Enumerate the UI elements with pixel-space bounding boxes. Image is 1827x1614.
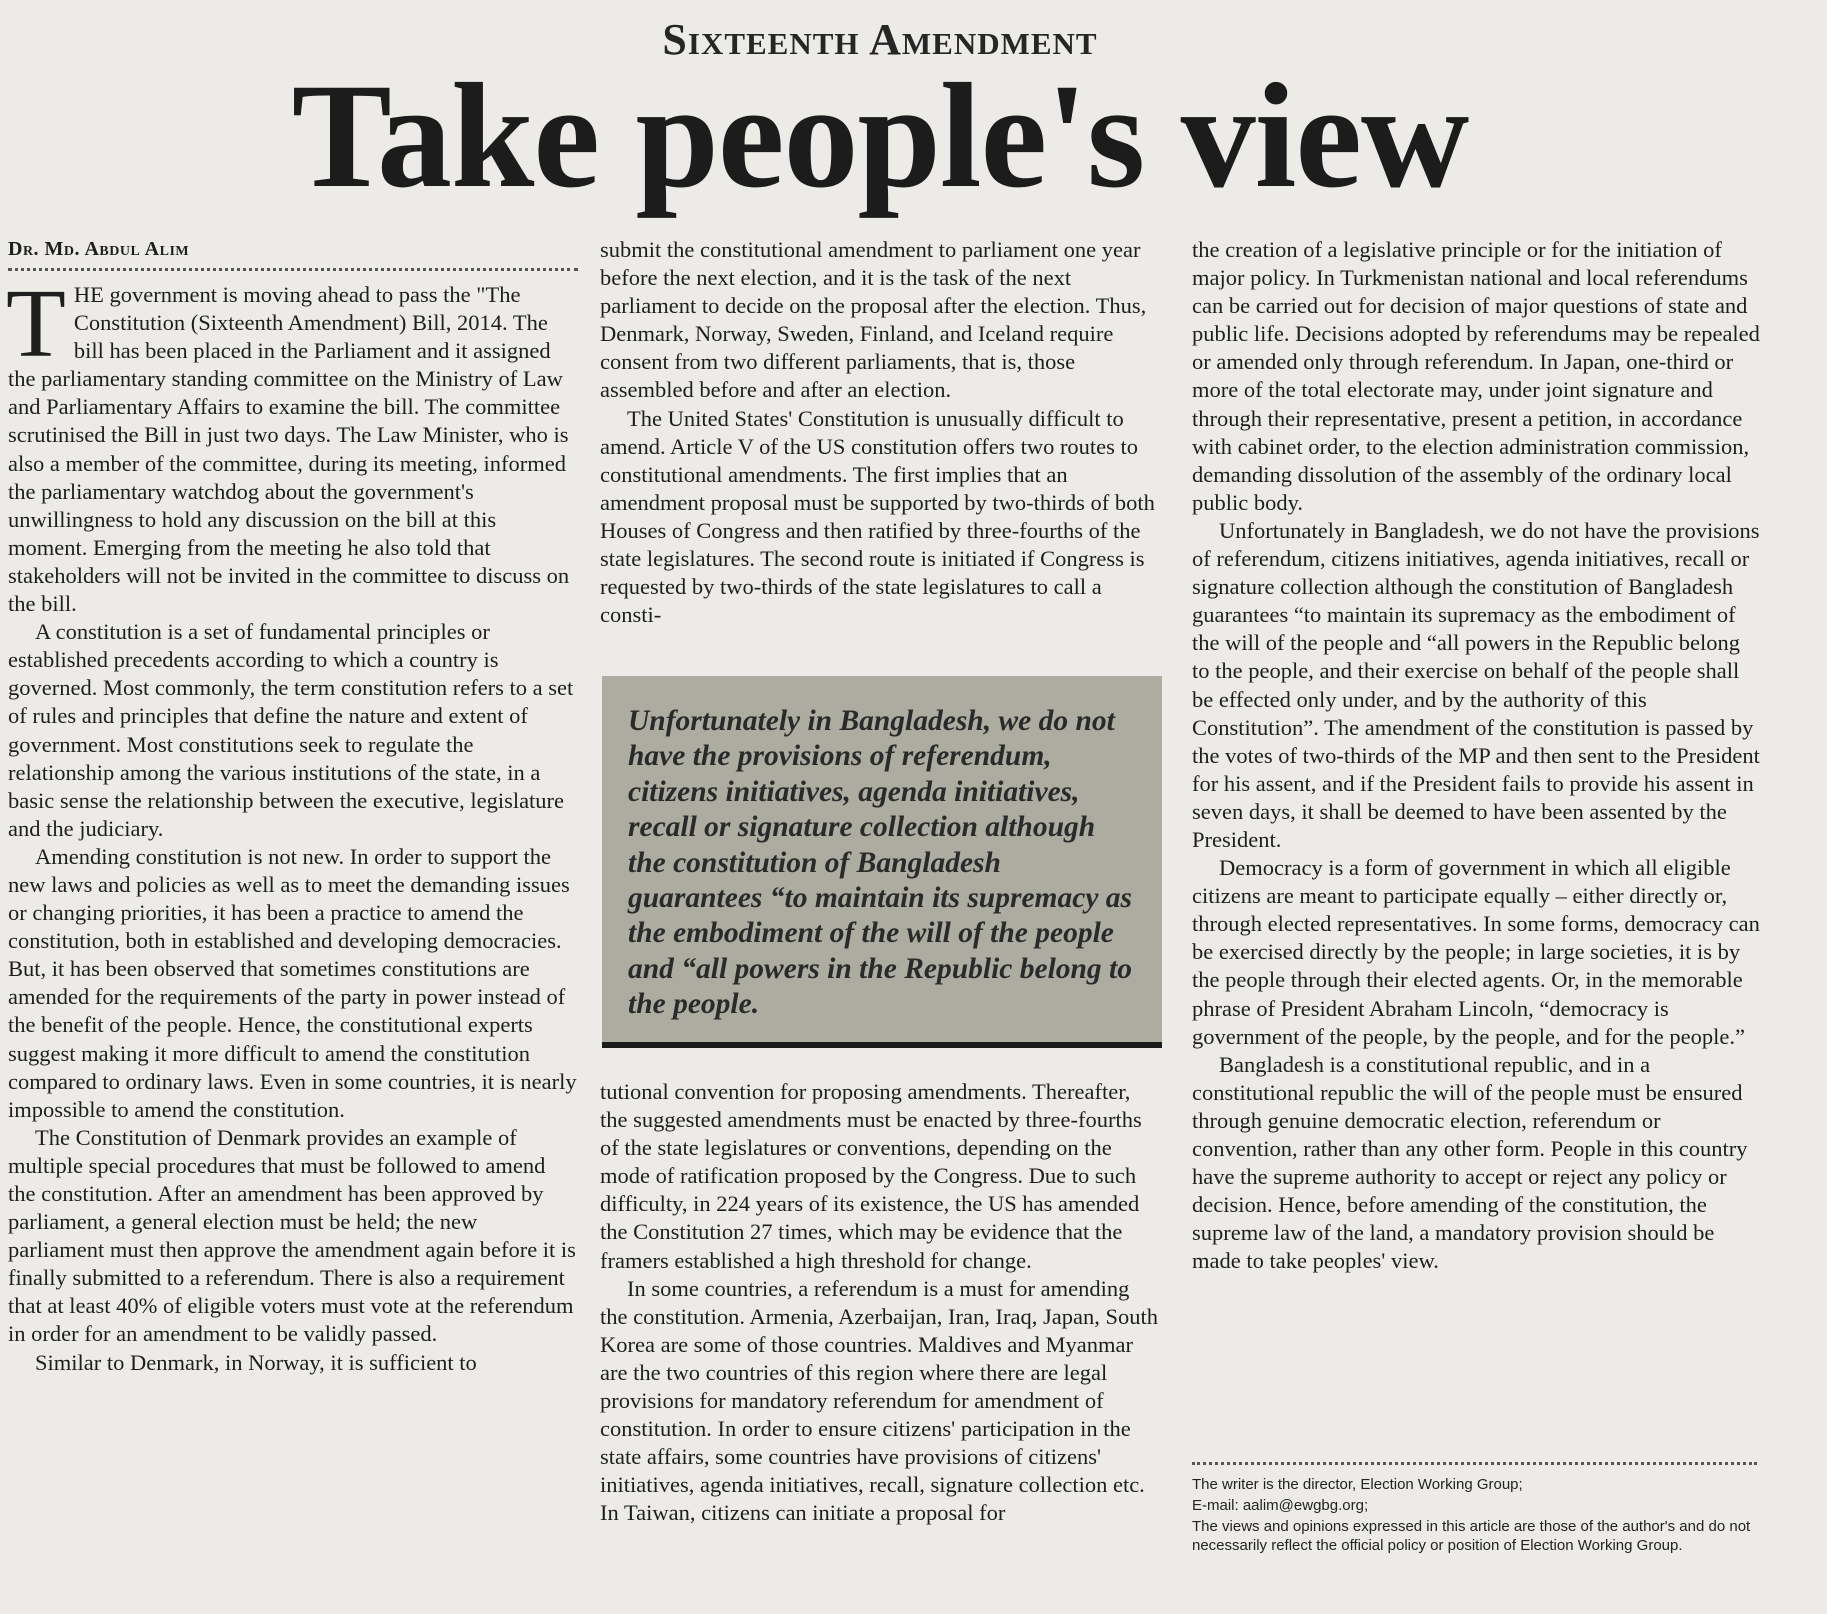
column-2-continued xyxy=(600,1078,1160,1528)
drop-cap: T xyxy=(6,270,66,378)
paragraph: the creation of a legislative principle or for the initiation of major policy. In Turkmenistan national and local referendums can be carried out for decision of major questions of state and public life. Decisions adopted by referendums may be repealed or amended only through referendum. In Japan, one-third or more of the total electorate may, under joint signature and through their representative, present a petition, in accordance with cabinet order, to the election administration commission, demanding dissolution of the assembly of the ordinary local public body. xyxy=(1192,237,1760,515)
author-footer xyxy=(1192,1462,1757,1557)
footer-divider xyxy=(1192,1462,1757,1465)
lead-paragraph xyxy=(6,270,578,618)
paragraph-text: HE government is moving ahead to pass the "The Constitution (Sixteenth Amendment) Bill, 2014. The bill has been placed in the Parliament and it assigned the parliamentary standing committee on the Ministry of Law and Parliamentary Affairs to examine the bill. The committee scrutinised the Bill in just two days. The Law Minister, who is also a member of the committee, during its meeting, informed the parliamentary watchdog about the government's unwillingness to hold any discussion on the bill at this moment. Emerging from the meeting he also told that stakeholders will not be invited in the committee to discuss on the bill. xyxy=(8,282,570,617)
paragraph: tutional convention for proposing amendments. Thereafter, the suggested amendments must be enacted by three-fourths of the state legislatures or conventions, depending on the mode of ratification proposed by the Congress. Due to such difficulty, in 224 years of its existence, the US has amended the Constitution 27 times, which may be evidence that the framers established a high threshold for change. xyxy=(600,1079,1142,1273)
paragraph: Bangladesh is a constitutional republic, and in a constitutional republic the will of the people must be ensured through genuine democratic election, referendum or convention, rather than any other form. People in this country have the supreme authority to accept or reject any policy or decision. Hence, before amending of the constitution, the supreme law of the land, a mandatory provision should be made to take peoples' view. xyxy=(1192,1051,1748,1274)
pull-quote: Unfortunately in Bangladesh, we do not have the provisions of referendum, citizens initiatives, agenda initiatives, recall or signature collection although the constitution of Bangladesh guarantees “to maintain its supremacy as the embodiment of the will of the people and “all powers in the Republic belong to the people. xyxy=(602,676,1162,1048)
paragraph: Similar to Denmark, in Norway, it is sufficient to xyxy=(35,1349,477,1375)
headline: Take people's view xyxy=(291,53,1469,219)
disclaimer-note: The views and opinions expressed in this article are those of the author's and do not necessarily reflect the official policy or position of Election Working Group. xyxy=(1192,1518,1751,1554)
paragraph: submit the constitutional amendment to parliament one year before the next election, and it is the task of the next parliament to decide on the proposal after the election. Thus, Denmark, Norway, Sweden, Finland, and Iceland require consent from two different parliaments, that is, those assembled before and after an election. xyxy=(600,237,1147,403)
byline-divider xyxy=(8,268,578,271)
paragraph: Democracy is a form of government in which all eligible citizens are meant to participate equally – either directly or, through elected representatives. In some forms, democracy can be exercised directly by the people; in large societies, it is by the people through their elected agents. Or, in the memorable phrase of President Abraham Lincoln, “democracy is government of the people, by the people, and for the people.” xyxy=(1192,855,1760,1049)
paragraph: In some countries, a referendum is a must for amending the constitution. Armenia, Azerbaijan, Iran, Iraq, Japan, South Korea are some of those countries. Maldives and Myanmar are the two countries of this region where there are legal provisions for mandatory referendum for amendment of constitution. In order to ensure citizens' participation in the state affairs, some countries have provisions of citizens' initiatives, agenda initiatives, recall, signature collection etc. In Taiwan, citizens can initiate a proposal for xyxy=(600,1275,1158,1526)
paragraph: Unfortunately in Bangladesh, we do not have the provisions of referendum, citizens initiatives, agenda initiatives, recall or signature collection although the constitution of Bangladesh guarantees “to maintain its supremacy as the embodiment of the will of the people and “all powers in the Republic belong to the people, and their exercise on behalf of the people shall be effected only under, and by the authority of this Constitution”. The amendment of the constitution is passed by the votes of two-thirds of the MP and then sent to the President for his assent, and if the President fails to provide his assent in seven days, it shall be deemed to have been assented by the President. xyxy=(1192,517,1760,852)
writer-note: The writer is the director, Election Working Group; xyxy=(1192,1476,1523,1493)
email-note: E-mail: aalim@ewgbg.org; xyxy=(1192,1497,1369,1514)
paragraph: A constitution is a set of fundamental principles or established precedents according to which a country is governed. Most commonly, the term constitution refers to a set of rules and principles that define the nature and extent of government. Most constitutions seek to regulate the relationship among the various institutions of the state, in a basic sense the relationship between the executive, legislature and the judiciary. xyxy=(8,619,574,841)
paragraph: The Constitution of Denmark provides an example of multiple special procedures that must be followed to amend the constitution. After an amendment has been approved by parliament, a general election must be held; the new parliament must then approve the amendment again before it is finally submitted to a referendum. There is also a requirement that at least 40% of eligible voters must vote at the referendum in order for an amendment to be validly passed. xyxy=(8,1124,576,1347)
section-kicker: Sixteenth Amendment xyxy=(662,15,1098,64)
column-1 xyxy=(8,236,578,1377)
paragraph: Amending constitution is not new. In order to support the new laws and policies as well as to meet the demanding issues or changing priorities, it has been a practice to amend the constitution, both in established and developing democracies. But, it has been observed that sometimes constitutions are amended for the requirements of the party in power instead of the benefit of the people. Hence, the constitutional experts suggest making it more difficult to amend the constitution compared to ordinary laws. Even in some countries, it is nearly impossible to amend the constitution. xyxy=(8,843,577,1122)
paragraph: The United States' Constitution is unusually difficult to amend. Article V of the US constitution offers two routes to constitutional amendments. The first implies that an amendment proposal must be supported by two-thirds of both Houses of Congress and then ratified by three-fourths of the state legislatures. The second route is initiated if Congress is requested by two-thirds of the state legislatures to call a consti- xyxy=(600,405,1155,628)
byline: Dr. Md. Abdul Alim xyxy=(8,238,190,260)
column-3 xyxy=(1192,236,1762,1275)
column-2 xyxy=(600,236,1160,629)
